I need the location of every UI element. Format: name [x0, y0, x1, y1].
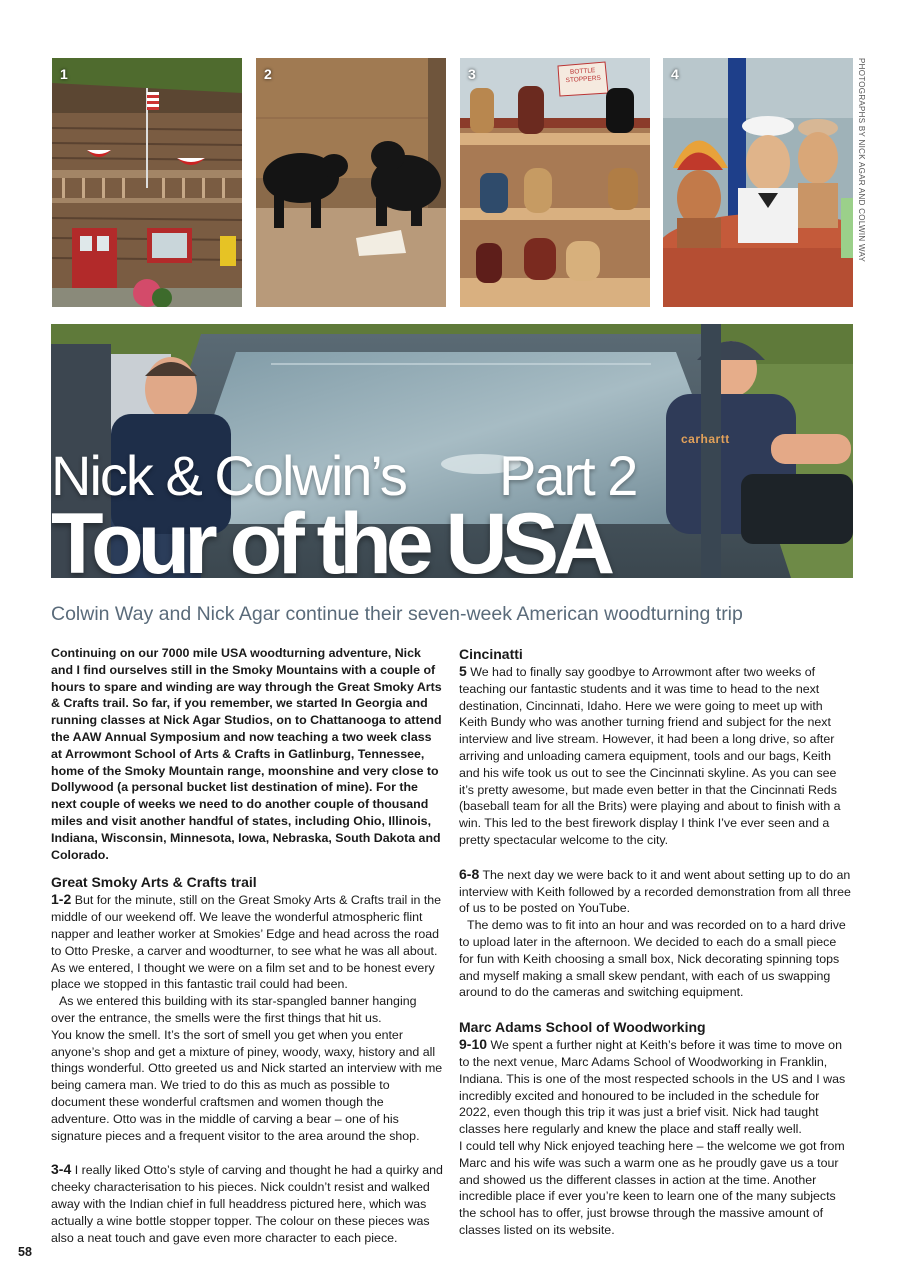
part-label: Part 2 [499, 444, 637, 507]
shirt-logo: carhartt [681, 432, 730, 446]
photo-4-carved-heads [663, 58, 853, 307]
bottle-stoppers-illustration [460, 58, 650, 307]
column-right [459, 645, 852, 1239]
paragraph-6-8 [459, 866, 852, 917]
photo-1-log-cabin [52, 58, 242, 307]
paragraph-welcome: I could tell why Nick enjoyed teaching here – the welcome we got from Marc and his wife was such a warm one as he proudly gave us a tour and showed us the different classes in action at the time. Another incredible place if ever you’re keen to learn one of the many subjects the school has to offer, just browse through the massive amount of classes listed on its website. [459, 1138, 845, 1237]
paragraph-demo: The demo was to fit into an hour and was recorded on to a hard drive to upload later in the afternoon. We decided to each do a small piece for fun with Keith choosing a small box, Nick decorating spinning tops and myself making a small skew pendant, with each of us swapping around to do the cameras and switching equipment. [459, 918, 846, 1000]
column-left [51, 645, 444, 1246]
paragraph-9-10 [459, 1036, 852, 1138]
photo-2-carved-bears [256, 58, 446, 307]
caption-number: 3-4 [51, 1161, 72, 1178]
standfirst: Colwin Way and Nick Agar continue their seven-week American woodturning trip [51, 603, 743, 625]
paragraph-text: But for the minute, still on the Great Smoky Arts & Crafts trail in the middle of our weekend off. We leave the wonderful atmospheric flint napper and leather worker at Smokies’ Edge and head across the road to Otto Preske, a carver and woodturner, to see what he was all about. As we entered, I thought we were on a film set and to be honest every place we stopped in this fantastic trail could had been. [51, 893, 442, 992]
intro-paragraph: Continuing on our 7000 mile USA woodturning adventure, Nick and I find ourselves still in the Smoky Mountains with a couple of hours to spare and winding are way through the Great Smoky Arts & Crafts trail. So far, if you remember, we started In Georgia and running classes at Nick Agar Studios, on to Chattanooga to attend the AAW Annual Symposium and now teaching a two week class at Arrowmont School of Arts & Crafts in Gatlinburg, Tennessee, home of the Smoky Mountain range, moonshine and very close to Dollywood (a personal bucket list destination of mine). For the next couple of weeks we need to do another couple of thousand miles and visit another handful of states, including Ohio, Illinois, Indiana, Wisconsin, Minnesota, Iowa, Nebraska, South Dakota and Colorado. [51, 646, 442, 862]
paragraph-3-4 [51, 1161, 444, 1246]
photo-3-bottle-stoppers [460, 58, 650, 307]
section-heading-marc-adams: Marc Adams School of Woodworking [459, 1019, 706, 1036]
paragraph-text: The next day we were back to it and went about setting up to do an interview with Keith followed by a recorded demonstration from all three of us to be posted on YouTube. [459, 867, 851, 916]
log-cabin-illustration [52, 58, 242, 307]
paragraph-entrance: As we entered this building with its star-spangled banner hanging over the entrance, the smells were the first things that hit us. [51, 994, 417, 1025]
caption-number: 5 [459, 663, 467, 679]
paragraph-text: We spent a further night at Keith’s before it was time to move on to the next venue, Marc Adams School of Woodworking in Franklin, Indiana. This is one of the most respected schools in the US and I was incredibly excited and honoured to be included in the schedule for 2022, even though this trip it was just a brief visit. Nick had taught classes here regularly and knew the place and staff really well. [459, 1038, 846, 1137]
headline: Tour of the USA [51, 496, 610, 578]
photo-credit: PHOTOGRAPHS BY NICK AGAR AND COLWIN WAY [857, 58, 866, 263]
paragraph-5 [459, 663, 852, 849]
paragraph-1-2 [51, 891, 444, 993]
photo-number: 4 [671, 66, 679, 82]
series-title-text: Nick & Colwin’s [51, 444, 406, 507]
section-heading-smoky: Great Smoky Arts & Crafts trail [51, 874, 257, 891]
caption-number: 1-2 [51, 891, 72, 908]
photo-number: 2 [264, 66, 272, 82]
photo-number: 3 [468, 66, 476, 82]
caption-number: 9-10 [459, 1036, 488, 1053]
paragraph-smell: You know the smell. It’s the sort of smell you get when you enter anyone’s shop and get a mixture of piney, woody, waxy, history and all things wonderful. Otto greeted us and Nick started an interview with me being camera man. We tried to do this as much as possible to document these wonderful craftsmen and women though the adventure. Otto was in the middle of carving a bear – one of his signature pieces and a frequent visitor to the area around the shop. [51, 1027, 443, 1143]
photo-number: 1 [60, 66, 68, 82]
caption-number: 6-8 [459, 865, 480, 882]
hero-image [51, 324, 853, 578]
paragraph-text: We had to finally say goodbye to Arrowmont after two weeks of teaching our fantastic students and it was time to head to the next destination, Cincinnati, Idaho. Here we were going to meet up with Keith Bundy who was another turning friend and subject for the next interview and live stream. However, it had been a long drive, so after arriving and unloading camera equipment, tools and our bags, Keith and his wife took us out to see the Cincinnati skyline. As you can see it’s pretty awesome, but made even better in that the Cincinnati Reds (baseball team for all the Brits) were playing and about to finish with a win. This led to the best firework display I think I’ve ever seen and a pretty spectacular welcome to the city. [459, 665, 841, 847]
carved-heads-illustration [663, 58, 853, 307]
paragraph-text: I really liked Otto’s style of carving and thought he had a quirky and cheeky characterisation to his pieces. Nick couldn’t resist and walked away with the Indian chief in full headdress pictured here, which was actually a wine bottle stopper topper. The colour on these pieces was also a neat touch and gave even more character to each piece. [51, 1163, 443, 1245]
section-heading-cincinatti: Cincinatti [459, 646, 523, 662]
page-number: 58 [18, 1245, 32, 1259]
bottle-stoppers-sign-text: BOTTLE STOPPERS [565, 67, 602, 85]
carved-bears-illustration [256, 58, 446, 307]
